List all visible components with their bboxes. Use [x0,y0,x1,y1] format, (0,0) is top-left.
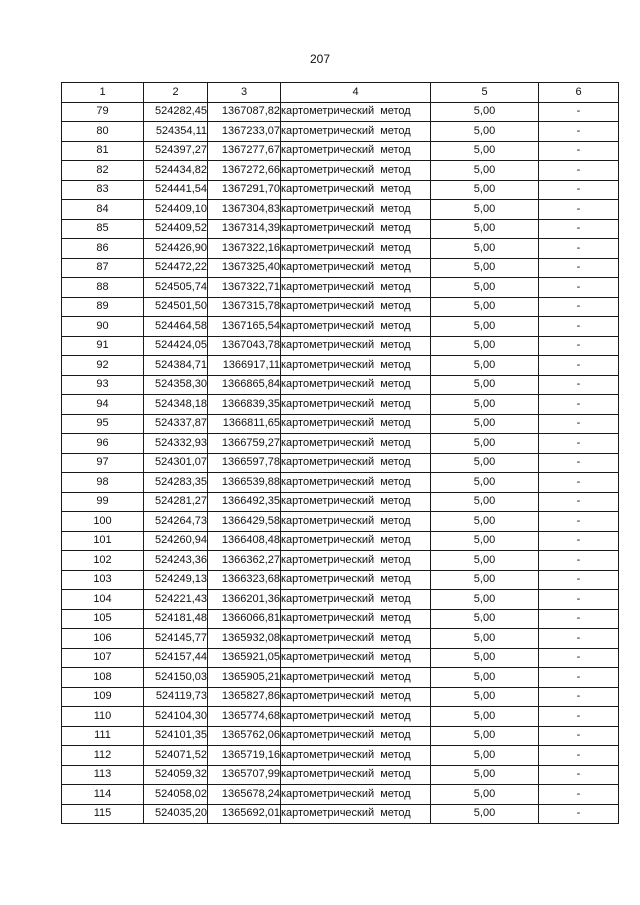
point-number-cell: 84 [62,200,144,220]
table-row [62,375,619,395]
y-coordinate-cell: 1366066,81 [208,609,281,629]
method-cell: картометрический метод [281,317,431,337]
description-cell: - [539,356,619,376]
table-row [62,668,619,688]
column-header-method: 4 [281,83,431,103]
point-number-cell: 98 [62,473,144,493]
point-number-cell: 106 [62,629,144,649]
method-cell: картометрический метод [281,746,431,766]
point-number-cell: 114 [62,785,144,805]
y-coordinate-cell: 1366539,88 [208,473,281,493]
precision-cell: 5,00 [431,434,539,454]
description-cell: - [539,551,619,571]
point-number-cell: 93 [62,375,144,395]
x-coordinate-cell: 524145,77 [144,629,208,649]
precision-cell: 5,00 [431,375,539,395]
description-cell: - [539,707,619,727]
point-number-cell: 87 [62,258,144,278]
point-number-cell: 101 [62,531,144,551]
point-number-cell: 82 [62,161,144,181]
point-number-cell: 111 [62,726,144,746]
x-coordinate-cell: 524281,27 [144,492,208,512]
description-cell: - [539,512,619,532]
column-header-precision: 5 [431,83,539,103]
method-cell: картометрический метод [281,648,431,668]
precision-cell: 5,00 [431,141,539,161]
precision-cell: 5,00 [431,668,539,688]
method-cell: картометрический метод [281,765,431,785]
precision-cell: 5,00 [431,629,539,649]
x-coordinate-cell: 524157,44 [144,648,208,668]
precision-cell: 5,00 [431,239,539,259]
x-coordinate-cell: 524464,58 [144,317,208,337]
y-coordinate-cell: 1367087,82 [208,102,281,122]
description-cell: - [539,434,619,454]
method-cell: картометрический метод [281,609,431,629]
point-number-cell: 95 [62,414,144,434]
table-row [62,336,619,356]
y-coordinate-cell: 1365692,01 [208,804,281,824]
y-coordinate-cell: 1367314,39 [208,219,281,239]
point-number-cell: 92 [62,356,144,376]
precision-cell: 5,00 [431,278,539,298]
table-row [62,297,619,317]
y-coordinate-cell: 1365678,24 [208,785,281,805]
table-row [62,434,619,454]
y-coordinate-cell: 1366201,36 [208,590,281,610]
table-row [62,687,619,707]
precision-cell: 5,00 [431,707,539,727]
x-coordinate-cell: 524181,48 [144,609,208,629]
point-number-cell: 91 [62,336,144,356]
precision-cell: 5,00 [431,726,539,746]
coordinates-table [61,82,619,824]
precision-cell: 5,00 [431,200,539,220]
table-row [62,239,619,259]
method-cell: картометрический метод [281,297,431,317]
y-coordinate-cell: 1366759,27 [208,434,281,454]
precision-cell: 5,00 [431,336,539,356]
table-row [62,570,619,590]
x-coordinate-cell: 524332,93 [144,434,208,454]
y-coordinate-cell: 1366811,65 [208,414,281,434]
method-cell: картометрический метод [281,258,431,278]
description-cell: - [539,278,619,298]
precision-cell: 5,00 [431,473,539,493]
y-coordinate-cell: 1366917,11 [208,356,281,376]
description-cell: - [539,609,619,629]
description-cell: - [539,395,619,415]
point-number-cell: 86 [62,239,144,259]
point-number-cell: 88 [62,278,144,298]
method-cell: картометрический метод [281,590,431,610]
precision-cell: 5,00 [431,804,539,824]
point-number-cell: 89 [62,297,144,317]
method-cell: картометрический метод [281,414,431,434]
table-row [62,648,619,668]
method-cell: картометрический метод [281,239,431,259]
x-coordinate-cell: 524358,30 [144,375,208,395]
point-number-cell: 99 [62,492,144,512]
column-header-y: 3 [208,83,281,103]
description-cell: - [539,746,619,766]
y-coordinate-cell: 1367165,54 [208,317,281,337]
method-cell: картометрический метод [281,161,431,181]
method-cell: картометрический метод [281,102,431,122]
y-coordinate-cell: 1367291,70 [208,180,281,200]
x-coordinate-cell: 524505,74 [144,278,208,298]
precision-cell: 5,00 [431,317,539,337]
y-coordinate-cell: 1365921,05 [208,648,281,668]
table-row [62,200,619,220]
y-coordinate-cell: 1366323,68 [208,570,281,590]
table-row [62,219,619,239]
y-coordinate-cell: 1365762,06 [208,726,281,746]
description-cell: - [539,180,619,200]
y-coordinate-cell: 1366362,27 [208,551,281,571]
precision-cell: 5,00 [431,161,539,181]
x-coordinate-cell: 524119,73 [144,687,208,707]
method-cell: картометрический метод [281,785,431,805]
table-row [62,414,619,434]
table-row [62,180,619,200]
description-cell: - [539,492,619,512]
method-cell: картометрический метод [281,200,431,220]
description-cell: - [539,258,619,278]
description-cell: - [539,453,619,473]
x-coordinate-cell: 524501,50 [144,297,208,317]
x-coordinate-cell: 524409,52 [144,219,208,239]
table-row [62,804,619,824]
precision-cell: 5,00 [431,648,539,668]
x-coordinate-cell: 524104,30 [144,707,208,727]
point-number-cell: 115 [62,804,144,824]
description-cell: - [539,765,619,785]
description-cell: - [539,336,619,356]
description-cell: - [539,473,619,493]
description-cell: - [539,141,619,161]
table-row [62,395,619,415]
x-coordinate-cell: 524397,27 [144,141,208,161]
y-coordinate-cell: 1367325,40 [208,258,281,278]
description-cell: - [539,687,619,707]
y-coordinate-cell: 1366429,58 [208,512,281,532]
table-row [62,141,619,161]
x-coordinate-cell: 524282,45 [144,102,208,122]
description-cell: - [539,629,619,649]
x-coordinate-cell: 524221,43 [144,590,208,610]
point-number-cell: 109 [62,687,144,707]
y-coordinate-cell: 1365905,21 [208,668,281,688]
table-row [62,473,619,493]
table-row [62,765,619,785]
y-coordinate-cell: 1367315,78 [208,297,281,317]
x-coordinate-cell: 524243,36 [144,551,208,571]
table-row [62,531,619,551]
description-cell: - [539,317,619,337]
x-coordinate-cell: 524249,13 [144,570,208,590]
y-coordinate-cell: 1367322,16 [208,239,281,259]
method-cell: картометрический метод [281,375,431,395]
description-cell: - [539,414,619,434]
y-coordinate-cell: 1367322,71 [208,278,281,298]
method-cell: картометрический метод [281,492,431,512]
precision-cell: 5,00 [431,414,539,434]
point-number-cell: 110 [62,707,144,727]
y-coordinate-cell: 1365932,08 [208,629,281,649]
method-cell: картометрический метод [281,453,431,473]
table-row [62,453,619,473]
precision-cell: 5,00 [431,687,539,707]
description-cell: - [539,102,619,122]
description-cell: - [539,122,619,142]
description-cell: - [539,590,619,610]
y-coordinate-cell: 1366597,78 [208,453,281,473]
point-number-cell: 100 [62,512,144,532]
description-cell: - [539,648,619,668]
table-row [62,122,619,142]
table-row [62,590,619,610]
method-cell: картометрический метод [281,551,431,571]
table-row [62,785,619,805]
description-cell: - [539,200,619,220]
description-cell: - [539,785,619,805]
x-coordinate-cell: 524071,52 [144,746,208,766]
point-number-cell: 94 [62,395,144,415]
table-row [62,356,619,376]
x-coordinate-cell: 524301,07 [144,453,208,473]
description-cell: - [539,570,619,590]
column-header-description: 6 [539,83,619,103]
method-cell: картометрический метод [281,141,431,161]
method-cell: картометрический метод [281,687,431,707]
x-coordinate-cell: 524150,03 [144,668,208,688]
method-cell: картометрический метод [281,473,431,493]
description-cell: - [539,161,619,181]
description-cell: - [539,239,619,259]
page-number: 207 [309,52,331,66]
x-coordinate-cell: 524260,94 [144,531,208,551]
x-coordinate-cell: 524409,10 [144,200,208,220]
method-cell: картометрический метод [281,512,431,532]
precision-cell: 5,00 [431,551,539,571]
table-row [62,609,619,629]
y-coordinate-cell: 1367043,78 [208,336,281,356]
y-coordinate-cell: 1367304,83 [208,200,281,220]
description-cell: - [539,297,619,317]
table-body [62,102,619,824]
method-cell: картометрический метод [281,726,431,746]
point-number-cell: 85 [62,219,144,239]
x-coordinate-cell: 524434,82 [144,161,208,181]
description-cell: - [539,668,619,688]
y-coordinate-cell: 1367277,67 [208,141,281,161]
point-number-cell: 96 [62,434,144,454]
point-number-cell: 107 [62,648,144,668]
y-coordinate-cell: 1366865,84 [208,375,281,395]
table-row [62,551,619,571]
precision-cell: 5,00 [431,356,539,376]
point-number-cell: 97 [62,453,144,473]
x-coordinate-cell: 524384,71 [144,356,208,376]
x-coordinate-cell: 524337,87 [144,414,208,434]
point-number-cell: 105 [62,609,144,629]
x-coordinate-cell: 524348,18 [144,395,208,415]
point-number-cell: 102 [62,551,144,571]
y-coordinate-cell: 1365827,86 [208,687,281,707]
method-cell: картометрический метод [281,804,431,824]
method-cell: картометрический метод [281,336,431,356]
table-row [62,726,619,746]
description-cell: - [539,726,619,746]
point-number-cell: 112 [62,746,144,766]
precision-cell: 5,00 [431,570,539,590]
table-row [62,102,619,122]
method-cell: картометрический метод [281,707,431,727]
point-number-cell: 113 [62,765,144,785]
point-number-cell: 104 [62,590,144,610]
point-number-cell: 81 [62,141,144,161]
y-coordinate-cell: 1365774,68 [208,707,281,727]
method-cell: картометрический метод [281,629,431,649]
precision-cell: 5,00 [431,746,539,766]
method-cell: картометрический метод [281,356,431,376]
method-cell: картометрический метод [281,122,431,142]
header-row [62,83,619,103]
x-coordinate-cell: 524426,90 [144,239,208,259]
x-coordinate-cell: 524101,35 [144,726,208,746]
y-coordinate-cell: 1367233,07 [208,122,281,142]
table-row [62,278,619,298]
description-cell: - [539,375,619,395]
precision-cell: 5,00 [431,765,539,785]
precision-cell: 5,00 [431,512,539,532]
y-coordinate-cell: 1366408,48 [208,531,281,551]
description-cell: - [539,531,619,551]
x-coordinate-cell: 524472,22 [144,258,208,278]
precision-cell: 5,00 [431,609,539,629]
precision-cell: 5,00 [431,785,539,805]
precision-cell: 5,00 [431,453,539,473]
point-number-cell: 80 [62,122,144,142]
column-header-point-number: 1 [62,83,144,103]
precision-cell: 5,00 [431,122,539,142]
y-coordinate-cell: 1365707,99 [208,765,281,785]
x-coordinate-cell: 524354,11 [144,122,208,142]
method-cell: картометрический метод [281,395,431,415]
precision-cell: 5,00 [431,531,539,551]
point-number-cell: 79 [62,102,144,122]
y-coordinate-cell: 1366839,35 [208,395,281,415]
y-coordinate-cell: 1365719,16 [208,746,281,766]
description-cell: - [539,804,619,824]
table-row [62,317,619,337]
x-coordinate-cell: 524424,05 [144,336,208,356]
x-coordinate-cell: 524035,20 [144,804,208,824]
method-cell: картометрический метод [281,531,431,551]
method-cell: картометрический метод [281,668,431,688]
method-cell: картометрический метод [281,278,431,298]
x-coordinate-cell: 524059,32 [144,765,208,785]
table-row [62,258,619,278]
table-row [62,629,619,649]
method-cell: картометрический метод [281,434,431,454]
table-row [62,746,619,766]
table-row [62,492,619,512]
point-number-cell: 103 [62,570,144,590]
method-cell: картометрический метод [281,570,431,590]
x-coordinate-cell: 524264,73 [144,512,208,532]
precision-cell: 5,00 [431,180,539,200]
x-coordinate-cell: 524283,35 [144,473,208,493]
description-cell: - [539,219,619,239]
method-cell: картометрический метод [281,219,431,239]
precision-cell: 5,00 [431,590,539,610]
y-coordinate-cell: 1367272,66 [208,161,281,181]
point-number-cell: 83 [62,180,144,200]
point-number-cell: 108 [62,668,144,688]
precision-cell: 5,00 [431,492,539,512]
precision-cell: 5,00 [431,102,539,122]
precision-cell: 5,00 [431,297,539,317]
precision-cell: 5,00 [431,219,539,239]
table-row [62,707,619,727]
method-cell: картометрический метод [281,180,431,200]
column-header-x: 2 [144,83,208,103]
table-row [62,161,619,181]
table-row [62,512,619,532]
x-coordinate-cell: 524058,02 [144,785,208,805]
point-number-cell: 90 [62,317,144,337]
x-coordinate-cell: 524441,54 [144,180,208,200]
precision-cell: 5,00 [431,395,539,415]
y-coordinate-cell: 1366492,35 [208,492,281,512]
precision-cell: 5,00 [431,258,539,278]
